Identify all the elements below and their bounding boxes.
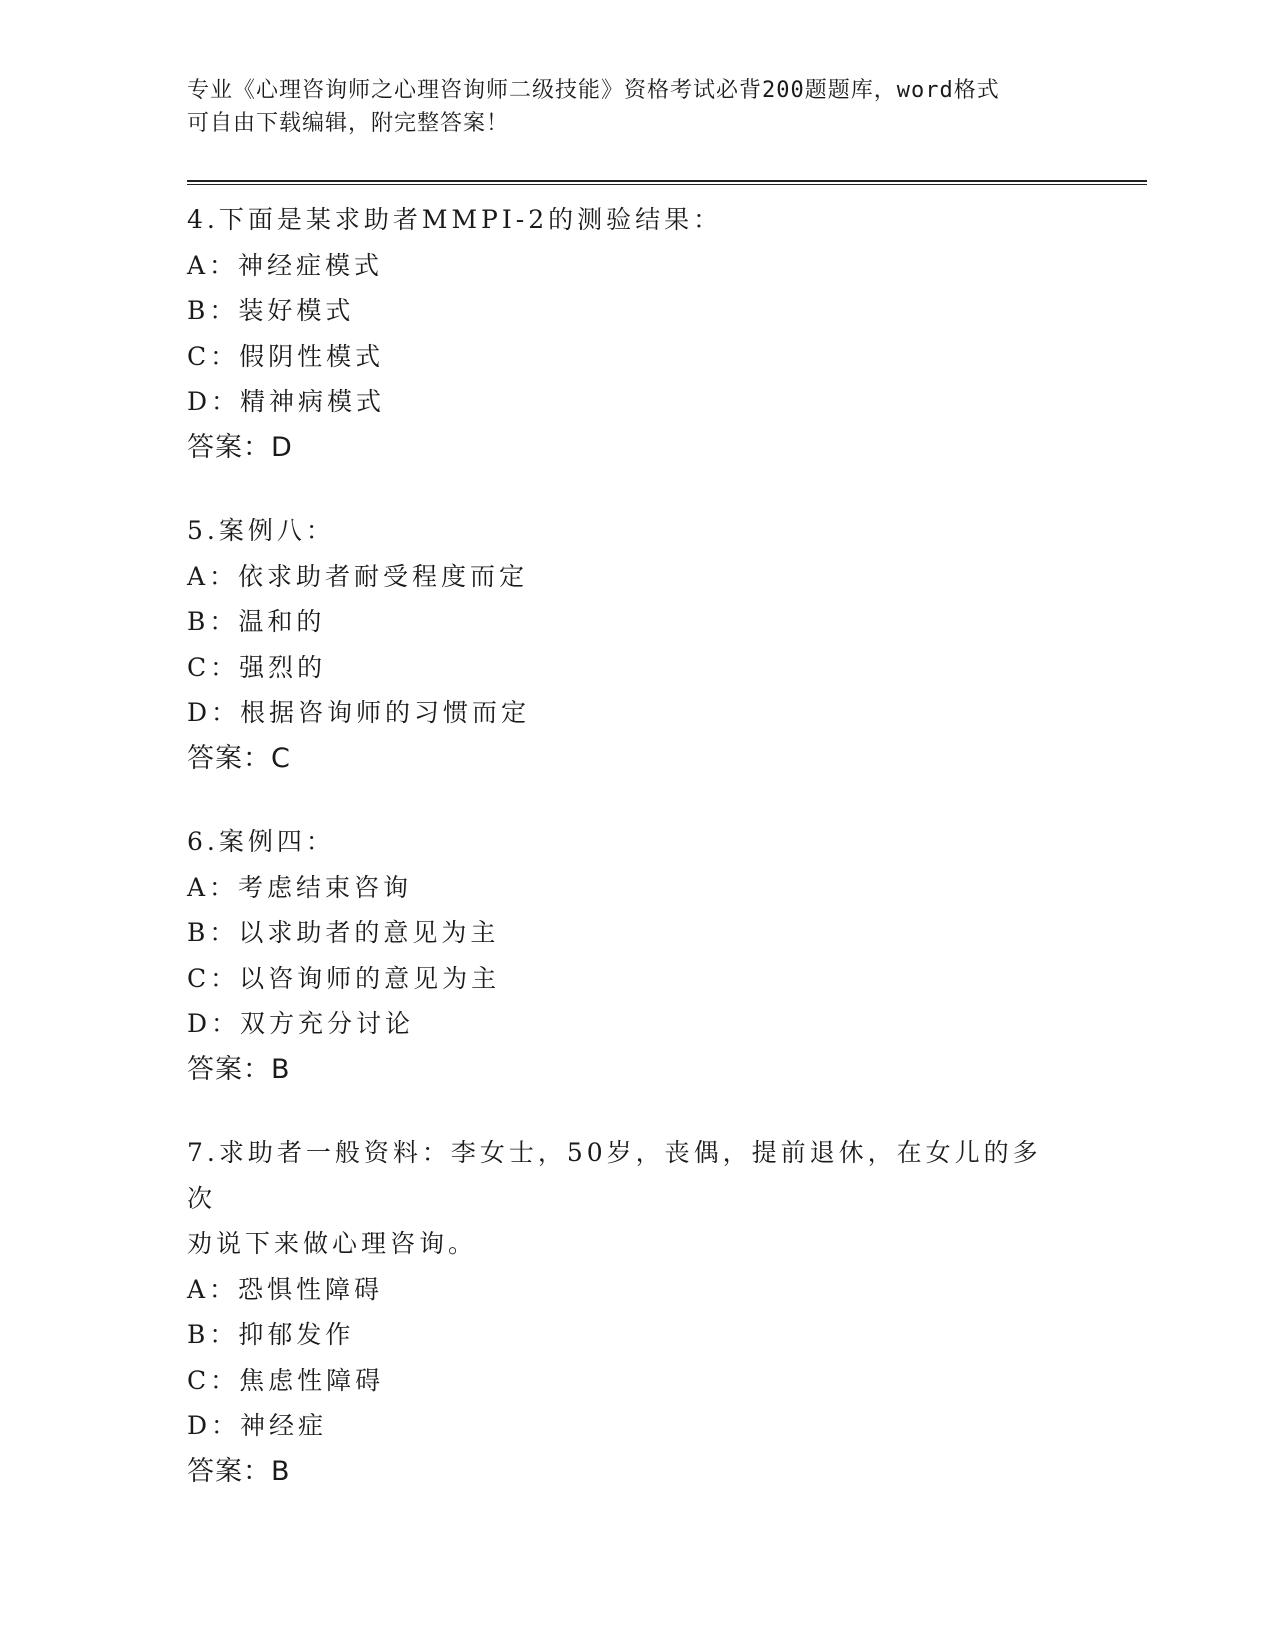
document-page	[187, 74, 1147, 1494]
header-divider	[187, 180, 1147, 185]
option-a: A：依求助者耐受程度而定	[187, 561, 529, 591]
question-stem: 7.求助者一般资料：李女士，50岁，丧偶，提前退休，在女儿的多次	[187, 1138, 1042, 1213]
question-stem: 6.案例四：	[187, 827, 335, 856]
option-a: A：考虑结束咨询	[187, 872, 413, 902]
answer: 答案：C	[187, 742, 291, 774]
option-d: D：精神病模式	[187, 387, 386, 416]
answer: 答案：B	[187, 1053, 291, 1085]
option-c: C：焦虑性障碍	[187, 1365, 385, 1395]
question-7	[187, 1130, 1147, 1494]
option-d: D：双方充分讨论	[187, 1009, 415, 1038]
header-line-2: 可自由下载编辑，附完整答案！	[187, 111, 510, 136]
question-5	[187, 508, 1147, 781]
question-stem: 4.下面是某求助者MMPI-2的测验结果：	[187, 205, 723, 234]
question-4	[187, 197, 1147, 470]
option-d: D：神经症	[187, 1411, 328, 1440]
answer: 答案：B	[187, 1455, 291, 1487]
option-b: B：抑郁发作	[187, 1320, 355, 1349]
option-d: D：根据咨询师的习惯而定	[187, 698, 531, 727]
header-line-1: 专业《心理咨询师之心理咨询师二级技能》资格考试必背200题题库，word格式	[187, 78, 1000, 103]
option-c: C：假阴性模式	[187, 341, 385, 371]
document-header	[187, 74, 1067, 140]
option-c: C：强烈的	[187, 652, 327, 682]
option-b: B：温和的	[187, 607, 326, 636]
option-a: A：神经症模式	[187, 250, 384, 280]
option-a: A：恐惧性障碍	[187, 1274, 384, 1304]
option-b: B：以求助者的意见为主	[187, 918, 500, 947]
option-b: B：装好模式	[187, 296, 355, 325]
question-stem: 5.案例八：	[187, 516, 335, 545]
answer: 答案：D	[187, 431, 293, 463]
question-stem-continued: 劝说下来做心理咨询。	[187, 1229, 478, 1258]
option-c: C：以咨询师的意见为主	[187, 963, 501, 993]
question-6	[187, 819, 1147, 1092]
